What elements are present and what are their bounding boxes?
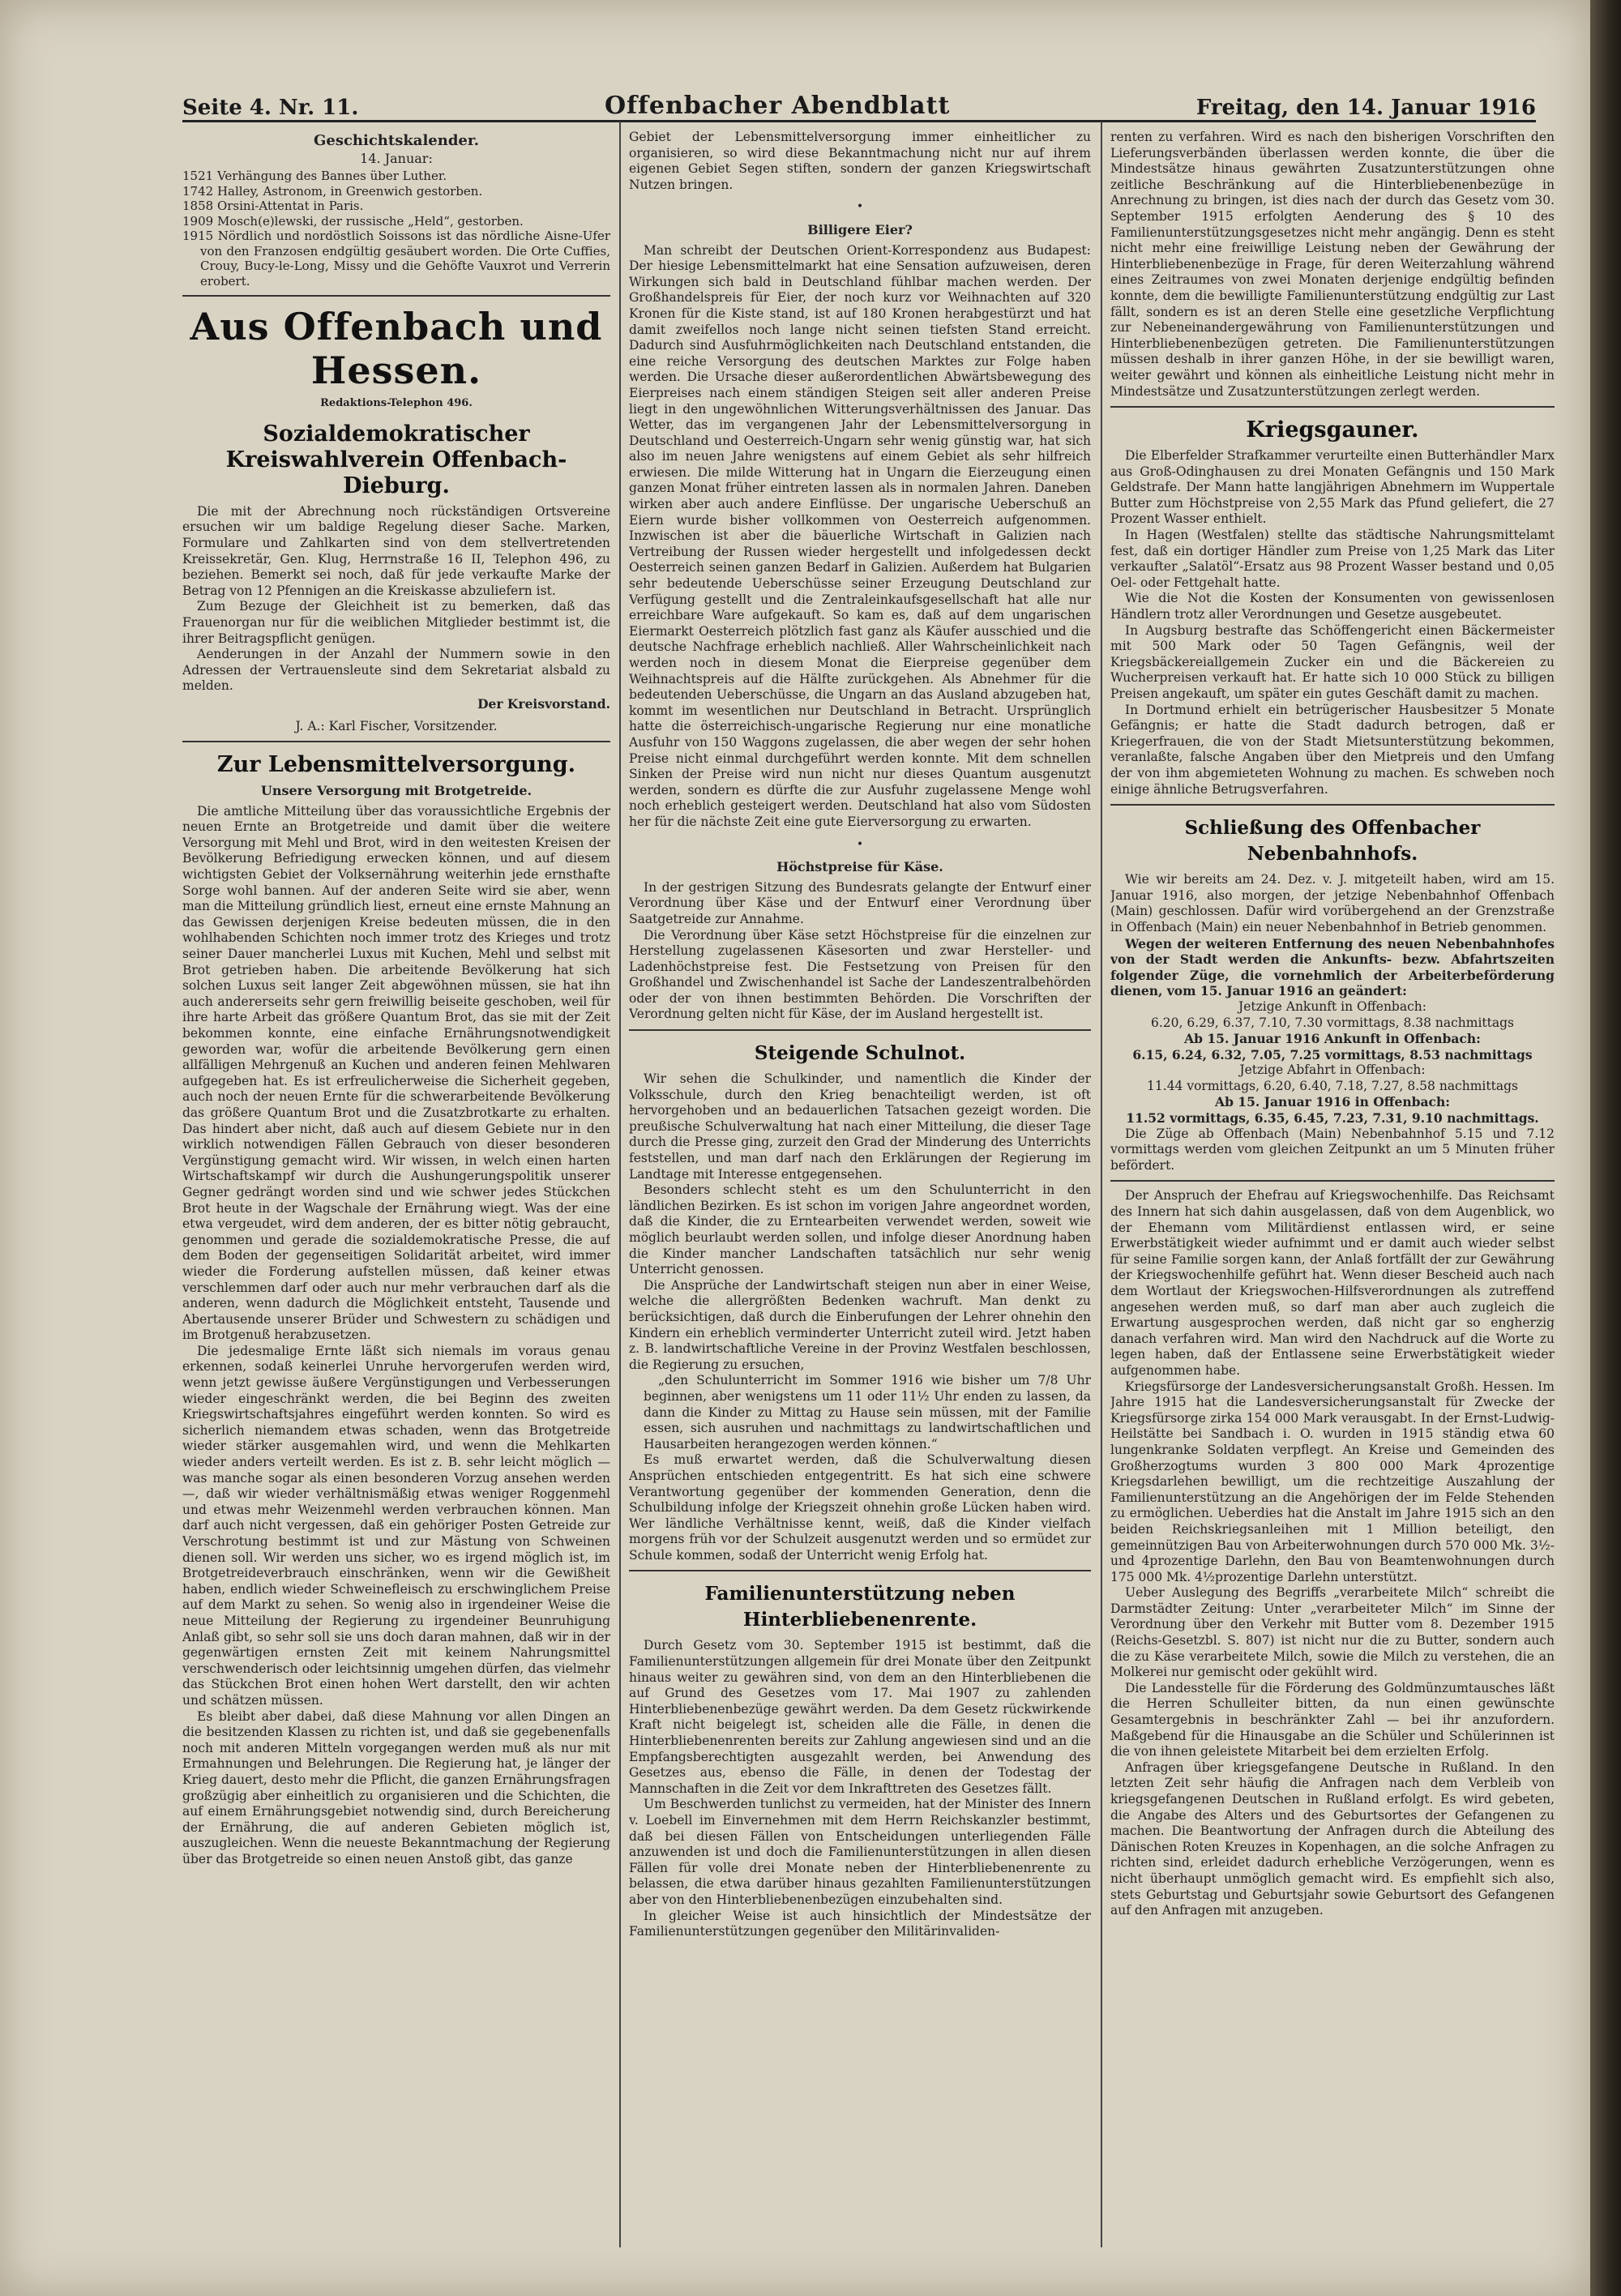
calendar-entry: 1521 Verhängung des Bannes über Luther.: [182, 169, 447, 184]
calendar-entry: 1742 Halley, Astronom, in Greenwich gestorben.: [182, 183, 483, 199]
article-title: Höchstpreise für Käse.: [776, 859, 943, 875]
column-rule-2: [1101, 122, 1102, 2247]
article-paragraph: Wir sehen die Schulkinder, und namentlich die Kinder der Volksschule, durch den Krieg benachteiligt werden, ist oft hervorgehoben und an bedauerlichen Tatsachen gezeigt worden. Die preußische Schulverwaltung hat nach einer Mitteilung, die dieser Tage durch die Presse ging, zurzeit den Grad der Minderung des Unterrichts feststellen, und man darf nach den Erklärungen der Regierung im Landtage mit Interesse entgegensehen.: [629, 1071, 1091, 1182]
article-paragraph: Aenderungen in der Anzahl der Nummern sowie in den Adressen der Vertrauensleute sind dem Sekretariat alsbald zu melden.: [182, 647, 610, 694]
telephone-note: Redaktions-Telephon 496.: [320, 397, 473, 410]
article-paragraph: Der Anspruch der Ehefrau auf Kriegswochenhilfe. Das Reichsamt des Innern hat sich dahin ausgelassen, daß von dem Augenblick, wo der Ehemann vom Militärdienst entlassen wird, er seine Erwerbstätigkeit wieder aufnimmt und er damit auch wieder selbst für seine Familie sorgen kann, der Anlaß fortfällt der zur Gewährung der Kriegswochenhilfe geführt hat. Wenn dieser Bescheid auch nach dem Wortlaut der Kriegswochen-Hilfsverordnungen als zutreffend angesehen werden muß, so darf man aber auch zugleich die Erwartung ausgesprochen werden, daß nicht gar so engherzig danach verfahren wird. Man wird den Nachdruck auf die Worte zu legen haben, daß der Entlassene seine Erwerbstätigkeit wieder aufgenommen habe.: [1110, 1188, 1555, 1378]
article-title: Steigende Schulnot.: [754, 1042, 966, 1065]
signature: J. A.: Karl Fischer, Vorsitzender.: [295, 718, 498, 733]
article-paragraph: Die Züge ab Offenbach (Main) Nebenbahnhof 5.15 und 7.12 vormittags werden vom gleichen Zeitpunkt an um 5 Minuten früher befördert.: [1110, 1126, 1555, 1173]
header-page-number: Seite 4. Nr. 11.: [182, 96, 359, 120]
timetable-heading: Jetzige Abfahrt in Offenbach:: [1239, 1062, 1426, 1078]
divider: [1110, 406, 1555, 408]
article-paragraph: Anfragen über kriegsgefangene Deutsche in Rußland. In den letzten Zeit sehr häufig die Anfragen nach dem Verbleib von kriegsgefangenen Deutschen in Rußland erfolgt. Es wird gebeten, die Angabe des Alters und des Geburtsortes der Gefangenen zu machen. Die Beantwortung der Anfragen durch die Abteilung des Dänischen Roten Kreuzes in Kopenhagen, an die solche Anfragen zu richten sind, erleidet dadurch erhebliche Verzögerungen, wenn es nicht überhaupt unmöglich gemacht wird. Es empfiehlt sich also, stets Geburtstag und Geburtsjahr sowie Geburtsort des Gefangenen auf den Anfragen mit anzugeben.: [1110, 1759, 1555, 1918]
timetable-row: 11.52 vormittags, 6.35, 6.45, 7.23, 7.31, 9.10 nachmittags.: [1126, 1110, 1539, 1127]
article-paragraph: Um Beschwerden tunlichst zu vermeiden, hat der Minister des Innern v. Loebell im Einvernehmen mit dem Herrn Reichskanzler bestimmt, daß bei diesen Fällen von Entscheidungen unterliegenden Fälle anzuwenden ist und doch die Familienunterstützungen in allen diesen Fällen für volle drei Monate neben der Hinterbliebenenrente zu belassen, die etwa darüber hinaus gezahlten Familienunterstützungen aber von den Hinterbliebenenbezügen einzubehalten sind.: [629, 1797, 1091, 1907]
timetable-row: 6.20, 6.29, 6.37, 7.10, 7.30 vormittags, 8.38 nachmittags: [1150, 1015, 1515, 1030]
history-calendar: [182, 133, 610, 289]
header-masthead: Offenbacher Abendblatt: [604, 92, 951, 120]
calendar-entry: 1915 Nördlich und nordöstlich Soissons ist das nördliche Aisne-Ufer von den Franzosen endgültig gesäubert worden. Die Orte Cuffies, Crouy, Bucy-le-Long, Missy und die Gehöfte Vauxrot und Verrerin erobert.: [182, 229, 610, 289]
article-paragraph: Durch Gesetz vom 30. September 1915 ist bestimmt, daß die Familienunterstützungen allgemein für drei Monate über den Zeitpunkt hinaus weiter zu gewähren sind, von dem an den Hinterbliebenen die auf Grund des Gesetzes vom 17. Mai 1907 zu zahlenden Hinterbliebenenbezüge gewährt werden. Da dem Gesetz rückwirkende Kraft nicht beigelegt ist, scheiden alle die Fälle, in denen die Hinterbliebenenrenten bereits zur Zahlung angewiesen sind und an die Empfangsberechtigten ausgezahlt werden, bei Anwendung des Gesetzes aus, ebenso die Fälle, in denen der Todestag der Mannschaften in die Zeit vor dem Inkrafttreten des Gesetzes fällt.: [629, 1638, 1091, 1796]
timetable-row: 11.44 vormittags, 6.20, 6.40, 7.18, 7.27, 8.58 nachmittags: [1147, 1078, 1518, 1093]
article-subtitle: Unsere Versorgung mit Brotgetreide.: [260, 783, 532, 799]
article-paragraph: Zum Bezuge der Gleichheit ist zu bemerken, daß das Frauenorgan nur für die weiblichen Mitglieder bestimmt ist, die ihrer Beitragspflicht genügen.: [182, 599, 610, 646]
article-paragraph: Es muß erwartet werden, daß die Schulverwaltung diesen Ansprüchen entschieden entgegentritt. Es hat sich eine schwere Verantwortung gegenüber der kommenden Generation, denn die Schulbildung infolge der Kriegszeit ohnehin große Lücken haben wird. Wer ländliche Verhältnisse kennt, weiß, daß die Kinder vielfach morgens früh vor der Schulzeit ausgenutzt werden und so ermüdet zur Schule kommen, sodaß der Unterricht wenig Erfolg hat.: [629, 1452, 1091, 1563]
article-title: Billigere Eier?: [807, 221, 913, 237]
divider: [182, 295, 610, 297]
article-paragraph: Die Elberfelder Strafkammer verurteilte einen Butterhändler Marx aus Groß-Odinghausen zu drei Monaten Gefängnis und 150 Mark Geldstrafe. Der Mann hatte langjährigen Abnehmern im Wuppertale Butter zum Höchstpreise von 2,55 Mark das Pfund geliefert, die 27 Prozent Wasser enthielt.: [1110, 448, 1555, 527]
separator-dot: •: [856, 200, 864, 214]
article-title: Sozialdemokratischer Kreiswahlverein Offenbach-Dieburg.: [225, 421, 567, 498]
page-header: [182, 81, 1536, 122]
article-paragraph: In gleicher Weise ist auch hinsichtlich der Mindestsätze der Familienunterstützungen gegenüber den Militärinvaliden-: [629, 1908, 1091, 1939]
article-paragraph: Ueber Auslegung des Begriffs „verarbeitete Milch“ schreibt die Darmstädter Zeitung: Unter „verarbeiteter Milch“ im Sinne der Verordnung über den Verkehr mit Butter vom 8. Dezember 1915 (Reichs-Gesetzbl. S. 807) ist nicht nur die zu Butter, sondern auch die zu Käse verarbeitete Milch, sowie die Milch zu verstehen, die an Molkerei nur gemischt oder gekühlt wird.: [1110, 1585, 1555, 1680]
article-paragraph: Wegen der weiteren Entfernung des neuen Nebenbahnhofes von der Stadt werden die Ankunfts- bezw. Abfahrtszeiten folgender Züge, die vornehmlich der Arbeiterbeförderung dienen, vom 15. Januar 1916 an geändert:: [1110, 935, 1555, 999]
calendar-entry: 1858 Orsini-Attentat in Paris.: [182, 199, 364, 214]
article-title: Familienunterstützung neben Hinterbliebenenrente.: [704, 1583, 1016, 1631]
article-paragraph: Die amtliche Mitteilung über das voraussichtliche Ergebnis der neuen Ernte an Brotgetreide und damit über die weitere Versorgung mit Mehl und Brot, wird in den weitesten Kreisen der Bevölkerung Befriedigung erwecken können, und auf diesem wichtigsten Gebiet der Volksernährung weiterhin jede ernsthafte Sorge wohl bannen. Auf der anderen Seite wird sie aber, wenn man die Mitteilung gründlich liest, erneut eine ernste Mahnung an das Gewissen derjenigen Kreise bedeuten müssen, die in den wohlhabenden Schichten noch immer trotz des Krieges und trotz seiner Dauer mancherlei Luxus mit Kuchen, Mehl und selbst mit Brot getrieben haben. Die arbeitende Bevölkerung hat sich solchen Luxus seit langer Zeit abgewöhnen müssen, sie hat ihn auch andererseits sehr gern freiwillig beiseite geschoben, weil für ihre harte Arbeit das größere Quantum Brot, das sie mit der Zeit bekommen konnte, eine einfache Ernährungsnotwendigkeit geworden war, wofür die arbeitende Bevölkerung gern einen allfälligen Mehrgenuß an Kuchen und anderen feinen Mehlwaren aufgegeben hat. Es ist erfreulicherweise die Sicherheit gegeben, auch noch der neuen Ernte für die schwerarbeitende Bevölkerung das größere Quantum Brot und die Zusatzbrotkarte zu erhalten. Das hindert aber nicht, daß auch auf diesem Gebiete nur in den wirklich notwendigen Fällen Gebrauch von dieser besonderen Vergünstigung gemacht wird. Wir wissen, in welch einen harten Wirtschaftskampf wir durch die Aushungerungspolitik unserer Gegner gedrängt worden sind und wie schwer jedes Stückchen Brot heute in der Wagschale der Ernährung wiegt. Was der eine etwa vergeudet, wird dem anderen, der es bitter nötig gebraucht, genommen und gerade die sozialdemokratische Presse, die auf dem Boden der gegenseitigen Solidarität arbeitet, wird immer wieder die Forderung aufstellen müssen, daß keiner etwas verschlemmen darf oder auch nur mehr verbrauchen darf als die anderen, wenn dadurch die Möglichkeit entsteht, Tausende und Abertausende unserer Brüder und Schwestern zu schädigen und im Brotgenuß herabzusetzen.: [182, 803, 610, 1343]
column-3: [1110, 130, 1555, 2247]
article-paragraph: Wie wir bereits am 24. Dez. v. J. mitgeteilt haben, wird am 15. Januar 1916, also morgen, der jetzige Nebenbahnhof Offenbach (Main) geschlossen. Dafür wird vorübergehend an der Grenzstraße in Offenbach (Main) ein neuer Nebenbahnhof in Betrieb genommen.: [1110, 872, 1555, 934]
article-paragraph: Kriegsfürsorge der Landesversicherungsanstalt Großh. Hessen. Im Jahre 1915 hat die Landesversicherungsanstalt für Zwecke der Kriegsfürsorge zirka 154 000 Mark verausgabt. In der Ernst-Ludwig-Heilstätte bei Sandbach i. O. wurden in 1915 ständig etwa 60 lungenkranke Soldaten verpflegt. An Kreise und Gemeinden des Großherzogtums wurden 3 800 000 Mark 4prozentige Kriegsdarlehen bewilligt, um die rechtzeitige Auszahlung der Familienunterstützung an die Angehörigen der im Felde Stehenden zu ermöglichen. Ueberdies hat die Anstalt im Jahre 1915 sich an den beiden Reichskriegsanleihen mit 1 Million beteiligt, den gemeinnützigen Bau von Arbeiterwohnungen durch 570 000 Mk. 3½- und 4prozentige Darlehn, den Bau von Beamtenwohnungen durch 175 000 Mk. 4½prozentige Darlehn unterstützt.: [1110, 1379, 1555, 1584]
article-title: Zur Lebensmittelversorgung.: [216, 752, 576, 778]
article-paragraph: Die jedesmalige Ernte läßt sich niemals im voraus genau erkennen, sodaß keinerlei Unruhe hervorgerufen werden wird, wenn jetzt gewisse äußere Vergünstigungen und Verbesserungen wieder eingeschränkt werden, die bei Beginn des zweiten Kriegswirtschaftsjahres eingeführt werden konnten. So wird es sicherlich niemandem etwas schaden, wenn das Brotgetreide wieder stärker ausgemahlen wird, und wenn die Mehlkarten wieder anders verteilt werden. Es ist z. B. sehr leicht möglich — was manche sogar als einen besonderen Vorzug ansehen werden —, daß wir wieder verhältnismäßig etwas weniger Roggenmehl und etwas mehr Weizenmehl werden verbrauchen können. Man darf auch nicht vergessen, daß ein gehöriger Posten Getreide zur Verschrotung bestimmt ist und zur Mästung von Schweinen dienen soll. Wir werden uns sicher, wo es irgend möglich ist, im Brotgetreideverbrauch einschränken, wenn wir die Gewißheit haben, endlich wieder Schweinefleisch zu erschwinglichem Preise auf dem Markt zu sehen. So wenig also in irgendeiner Weise die neue Mitteilung der Regierung zu irgendeiner Beunruhigung Anlaß gibt, so sehr soll sie uns doch daran mahnen, daß wir in der gegenwärtigen ernsten Zeit mit keinem Nahrungsmittel verschwenderisch oder leichtsinnig umgehen dürfen, das vielmehr das Stückchen Brot einen hohen Wert darstellt, den wir achten und schätzen müssen.: [182, 1343, 610, 1708]
divider: [629, 1570, 1091, 1571]
timetable-heading: Ab 15. Januar 1916 Ankunft in Offenbach:: [1184, 1031, 1481, 1047]
signature: Der Kreisvorstand.: [477, 695, 610, 712]
header-date: Freitag, den 14. Januar 1916: [1195, 96, 1536, 120]
book-binding: [1590, 0, 1621, 2296]
article-paragraph: In Augsburg bestrafte das Schöffengericht einen Bäckermeister mit 500 Mark oder 50 Tagen Gefängnis, weil der Kriegsbäckereiallgemein Zucker ein und die Bäckereien zu Wucherpreisen verkauft hat. Er hatte sich 10 000 Stück zu billigen Preisen angekauft, um später ein gutes Geschäft damit zu machen.: [1110, 622, 1555, 701]
timetable-row: 6.15, 6.24, 6.32, 7.05, 7.25 vormittags, 8.53 nachmittags: [1132, 1046, 1533, 1062]
article-paragraph: In Dortmund erhielt ein betrügerischer Hausbesitzer 5 Monate Gefängnis; er hatte die Stadt dadurch betrogen, daß er Kriegerfrauen, die von der Stadt Mietsunterstützung bekommen, veranlaßte, falsche Angaben über den Mietpreis und den Umfang der von ihm abgemieteten Wohnung zu machen. Es schweben noch einige ähnliche Betrugsverfahren.: [1110, 702, 1555, 797]
article-paragraph: Man schreibt der Deutschen Orient-Korrespondenz aus Budapest: Der hiesige Lebensmittelmarkt hat eine Sensation aufzuweisen, deren Wirkungen sich bald in Deutschland fühlbar machen werden. Der Großhandelspreis für Eier, der noch kurz vor Weihnachten auf 320 Kronen für die Kiste stand, ist auf 180 Kronen herabgestürzt und hat damit zweifellos noch lange nicht seinen tiefsten Stand erreicht. Dadurch sind Ausfuhrmöglichkeiten nach Deutschland entstanden, die eine reiche Versorgung des deutschen Marktes zur Folge haben werden. Die Ursache dieser außerordentlichen Abwärtsbewegung des Eierpreises nach einem ständigen Steigen seit aller anderen Preise liegt in den ungewöhnlichen Witterungsverhältnissen des Januar. Das Wetter, das im vergangenen Jahr der Lebensmittelversorgung in Deutschland und Oesterreich-Ungarn sehr wenig günstig war, hat sich also im neuen Jahre wenigstens auf einem Gebiet als sehr hilfreich erwiesen. Die milde Witterung hat in Ungarn die Eierzeugung einen ganzen Monat früher eintreten lassen als in normalen Jahren. Daneben wirken aber auch andere Einflüsse. Der ungarische Ueberschuß an Eiern wurde bisher vollkommen von Oesterreich aufgenommen. Inzwischen ist aber die bäuerliche Wirtschaft in Galizien nach Vertreibung der Russen wieder hergestellt und infolgedessen deckt Oesterreich seinen ganzen Bedarf in Galizien. Außerdem hat Bulgarien sehr bedeutende Ueberschüsse seiner Erzeugung Deutschland zur Verfügung gestellt und die Zentraleinkaufsgesellschaft hat alle nur erreichbare Ware aufgekauft. So kam es, daß auf dem ungarischen Eiermarkt Oesterreich plötzlich fast ganz als Käufer ausschied und die deutsche Nachfrage erheblich nachließ. Aller Wahrscheinlichkeit nach werden noch in diesem Monat die Eierpreise gegenüber dem Weihnachtspreis auf die Hälfte zurückgehen. Als Abnehmer für die bedeutenden Ueberschüsse, die Ungarn an das Ausland abzugeben hat, kommt im wesentlichen nur Deutschland in Betracht. Ursprünglich hatte die österreichisch-ungarische Regierung nur eine monatliche Ausfuhr von 150 Waggons zugelassen, die aber wegen der sehr hohen Preise nicht einmal durchgeführt werden konnte. Mit dem schnellen Sinken der Preise wird nun nicht nur dieses Quantum ausgenutzt werden, sondern es dürfte die zur Ausfuhr zugelassene Menge wohl noch erheblich gesteigert werden. Deutschland hat also vom Südosten her für die nächste Zeit eine gute Eierversorgung zu erwarten.: [629, 242, 1091, 829]
calendar-title: Geschichtskalender.: [314, 132, 479, 149]
divider: [182, 741, 610, 742]
calendar-entry: 1909 Mosch(e)lewski, der russische „Held“, gestorben.: [182, 213, 524, 229]
article-quote: „den Schulunterricht im Sommer 1916 wie bisher um 7/8 Uhr beginnen, aber wenigstens um 11 oder 11½ Uhr enden zu lassen, da dann die Kinder zu Mittag zu Hause sein müssen, mit der Familie essen, sich ausruhen und nachmittags zu landwirtschaftlichen und Hausarbeiten herangezogen werden können.“: [644, 1373, 1091, 1452]
article-paragraph: Die mit der Abrechnung noch rückständigen Ortsvereine ersuchen wir um baldige Regelung dieser Sache. Marken, Formulare und Zahlkarten sind von dem stellvertretenden Kreissekretär, Gen. Klug, Herrnstraße 16 II, Telephon 496, zu beziehen. Bemerkt sei noch, daß für jede verkaufte Marke der Betrag von 12 Pfennigen an die Kreiskasse abzuliefern ist.: [182, 503, 610, 598]
article-paragraph: Es bleibt aber dabei, daß diese Mahnung vor allen Dingen an die besitzenden Klassen zu richten ist, und daß sie gegebenenfalls noch mit anderen Mitteln vorgegangen werden muß als nur mit Ermahnungen und Belehrungen. Die Regierung hat, je länger der Krieg dauert, desto mehr die Pflicht, die ganzen Ernährungsfragen großzügig aber einheitlich zu organisieren und die Schichten, die auf einem Ernährungsgebiet notwendig sind, durch Bereicherung der Ernährung, die auf anderen Gebieten möglich ist, auszugleichen. Wenn die neueste Bekanntmachung der Regierung über das Brotgetreide so einen neuen Anstoß gibt, das ganze: [182, 1708, 610, 1866]
timetable-heading: Ab 15. Januar 1916 in Offenbach:: [1215, 1094, 1450, 1110]
article-title: Schließung des Offenbacher Nebenbahnhofs.: [1184, 817, 1481, 866]
section-title: Aus Offenbach und Hessen.: [190, 305, 603, 393]
article-paragraph: Wie die Not die Kosten der Konsumenten von gewissenlosen Händlern trotz aller Verordnungen und Gesetze ausgebeutet.: [1110, 591, 1555, 622]
divider: [1110, 804, 1555, 806]
article-paragraph: Besonders schlecht steht es um den Schulunterricht in den ländlichen Bezirken. Es ist schon im vorigen Jahre angeordnet worden, daß die Kinder, die zu Erntearbeiten verwendet werden, soweit wie möglich beurlaubt werden sollen, und infolge dieser Anordnung haben die Kinder mancher Landschaften tatsächlich nur sehr wenig Unterricht genossen.: [629, 1182, 1091, 1277]
timetable-heading: Jetzige Ankunft in Offenbach:: [1238, 998, 1426, 1014]
calendar-date: 14. Januar:: [360, 150, 433, 166]
column-rule-1: [619, 122, 621, 2247]
divider: [1110, 1180, 1555, 1182]
column-1: [182, 130, 610, 2247]
article-paragraph: renten zu verfahren. Wird es nach den bisherigen Vorschriften den Lieferungsverbänden überlassen werden konnte, die über die Mindestsätze hinaus gewährten Zusatzunterstützungen ohne zeitliche Beschränkung auf die Hinterbliebenenbezüge in Anrechnung zu bringen, ist dies nach der durch das Gesetz vom 30. September 1915 erfolgten Aenderung des § 10 des Familienunterstützungsgesetzes nicht mehr angängig. Denn es steht nicht mehr eine freiwillige Leistung neben der Gewährung der Hinterbliebenenbezüge in Frage, für deren Weiterzahlung während eines Zeitraumes von zwei Monaten derjenige endgültig befinden konnte, dem die bewilligte Familienunterstützung endgültig zur Last fällt, sondern es ist an deren Stelle eine gesetzliche Verpflichtung zur Nebeneinandergewährung von Familienunterstützungen und Hinterbliebenenbezügen getreten. Die Familienunterstützungen müssen deshalb in ihrer ganzen Höhe, in der sie bewilligt waren, weiter gewährt und können als einheitliche Leistung nicht mehr in Mindestsätze und Zusatzunterstützungen zerlegt werden.: [1110, 130, 1555, 399]
article-title: Kriegsgauner.: [1246, 417, 1419, 443]
separator-dot: •: [856, 837, 864, 851]
column-2: [629, 130, 1091, 2247]
article-paragraph: Die Landesstelle für die Förderung des Goldmünzumtausches läßt die Herren Schulleiter bitten, da nun einen gewünschte Gesamtergebnis in beschränkter Zahl — bei ihr anzufordern. Maßgebend für die Hinausgabe an die Schüler und Schülerinnen ist die von ihnen geleistete Mitarbeit bei dem erzielten Erfolg.: [1110, 1680, 1555, 1759]
article-paragraph: Die Ansprüche der Landwirtschaft steigen nun aber in einer Weise, welche die allergrößten Bedenken wachruft. Man denkt zu berücksichtigen, daß durch die Einberufungen der Lehrer ohnehin den Kindern ein erheblich verminderter Unterricht zuteil wird. Jetzt haben z. B. landwirtschaftliche Vereine in der Provinz Westfalen beschlossen, die Regierung zu ersuchen,: [629, 1277, 1091, 1372]
article-paragraph: Gebiet der Lebensmittelversorgung immer einheitlicher zu organisieren, so wird diese Bekanntmachung nicht nur auf ihrem eigenen Gebiet Segen stiften, sondern der ganzen Kriegswirtschaft Nutzen bringen.: [629, 130, 1091, 192]
divider: [629, 1029, 1091, 1031]
article-paragraph: In Hagen (Westfalen) stellte das städtische Nahrungsmittelamt fest, daß ein dortiger Händler zum Preise von 1,25 Mark das Liter verkaufter „Salatöl“-Ersatz aus 98 Prozent Wasser bestand und 0,05 Oel- oder Fettgehalt hatte.: [1110, 528, 1555, 590]
article-paragraph: Die Verordnung über Käse setzt Höchstpreise für die einzelnen zur Herstellung zugelassenen Käsesorten und zwar Hersteller- und Ladenhöchstpreise fest. Die Festsetzung von Preisen für den Großhandel und Zwischenhandel ist Sache der Landeszentralbehörden oder der von ihnen bestimmten Behörden. Die Vorschriften der Verordnung gelten nicht für Käse, der im Ausland hergestellt ist.: [629, 927, 1091, 1022]
article-paragraph: In der gestrigen Sitzung des Bundesrats gelangte der Entwurf einer Verordnung über Käse und der Entwurf einer Verordnung über Saatgetreide zur Annahme.: [629, 879, 1091, 926]
